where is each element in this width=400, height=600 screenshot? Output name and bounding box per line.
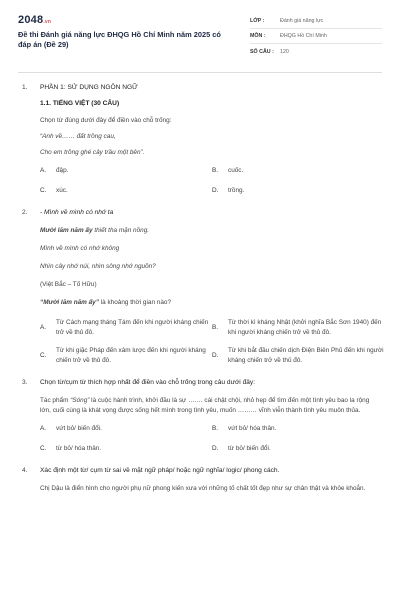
- q1-verse-line: “Anh về…… đất trồng cau,: [40, 133, 116, 140]
- q1-option-c[interactable]: C. xúc.: [40, 187, 68, 194]
- q3-text: Tác phẩm “Sóng” là cuộc hành trình, khởi đầu là sự ……. cái chật chội, nhỏ hẹp để tìm đến một tình yêu bao la rộng lớn, cuối cùng là khát vọng được sống hết mình trong tình yêu, muốn ……… vĩnh viễn thành tình yêu muôn thủa.: [40, 397, 370, 414]
- meta-row-class: [250, 14, 382, 29]
- question-number: 2.: [22, 209, 28, 216]
- q3-option-b[interactable]: B. vứt bỏ/ hóa thân.: [212, 425, 277, 432]
- meta-value: Đánh giá năng lực: [280, 18, 324, 24]
- q2-option-c[interactable]: C. Từ khi giặc Pháp đến xâm lược đến khi người kháng chiến trở về thủ đô.: [40, 347, 206, 364]
- q1-option-b[interactable]: B. cuốc.: [212, 167, 244, 174]
- q2-heading: [22, 208, 380, 218]
- section-title: 1.1. TIẾNG VIỆT (30 CÂU): [40, 100, 120, 107]
- part-number: 1.: [22, 83, 28, 91]
- question-number: 4.: [22, 467, 28, 474]
- document-header: [0, 0, 400, 68]
- q2-verse-line: Nhìn cây nhớ núi, nhìn sông nhớ nguồn?: [40, 263, 156, 270]
- meta-key: LỚP :: [250, 18, 265, 24]
- q2-source: (Việt Bắc – Tố Hữu): [40, 281, 97, 288]
- q1-options-row2: [40, 186, 380, 196]
- part-heading: [22, 80, 380, 94]
- q1-prompt: Chọn từ đúng dưới đây để điền vào chỗ trống:: [40, 117, 172, 124]
- meta-key: MÔN :: [250, 33, 266, 39]
- q3-heading: [22, 378, 380, 388]
- q4-prompt: Xác định một từ/ cụm từ sai về mặt ngữ pháp/ hoặc ngữ nghĩa/ logic/ phong cách.: [40, 467, 280, 474]
- q1-options: [40, 166, 380, 176]
- q4-text: Chị Dậu là điển hình cho người phụ nữ phong kiến xưa với những tố chất tốt đẹp như sự chân thật và khỏe khoắn.: [40, 485, 366, 492]
- q1-verse-line: Cho em trồng ghé cây trầu một bên”.: [40, 149, 145, 156]
- q2-verse-line: Mình về mình có nhớ không: [40, 245, 120, 252]
- meta-key: SỐ CÂU :: [250, 48, 274, 55]
- part-title: PHẦN 1: SỬ DỤNG NGÔN NGỮ: [40, 83, 138, 91]
- header-divider: [18, 72, 382, 73]
- meta-value: ĐHQG Hồ Chí Minh: [280, 33, 327, 39]
- document-title: Đề thi Đánh giá năng lực ĐHQG Hồ Chí Minh năm 2025 có đáp án (Đề 29): [18, 30, 221, 49]
- q1-option-a[interactable]: A. đập.: [40, 167, 69, 174]
- q2-verse-line: - Mình về mình có nhớ ta: [40, 209, 114, 216]
- q2-option-d[interactable]: D. Từ khi bắt đầu chiến dịch Điện Biên Phủ đến khi người kháng chiến trở về thủ đô.: [212, 347, 384, 364]
- meta-row-subject: [250, 29, 382, 44]
- q3-options: [40, 424, 380, 434]
- document-meta: [250, 14, 382, 59]
- logo-main: 2048: [18, 14, 44, 26]
- q1-option-d[interactable]: D. trồng.: [212, 187, 245, 194]
- q2-options-row2: [40, 346, 384, 366]
- q2-ask: “Mười lăm năm ấy” là khoảng thời gian nào?: [40, 299, 171, 306]
- q3-option-d[interactable]: D. từ bỏ/ biến đổi.: [212, 445, 271, 452]
- q2-option-b[interactable]: B. Từ thời kì kháng Nhật (khởi nghĩa Bắc Sơn 1940) đến khi người kháng chiến trở về thủ đô.: [212, 319, 382, 336]
- meta-value: 120: [280, 48, 289, 55]
- meta-row-count: [250, 44, 382, 59]
- question-number: 3.: [22, 379, 28, 386]
- q4-heading: [22, 466, 380, 476]
- q2-option-a[interactable]: A. Từ Cách mạng tháng Tám đến khi người kháng chiến trở về thủ đô.: [40, 319, 209, 336]
- q3-option-c[interactable]: C. từ bỏ/ hóa thân.: [40, 445, 102, 452]
- q2-options: [40, 318, 380, 338]
- q3-options-row2: [40, 444, 380, 454]
- q3-option-a[interactable]: A. vứt bỏ/ biến đổi.: [40, 425, 102, 432]
- logo-suffix: .vn: [43, 19, 52, 25]
- q2-verse-line: Mười lăm năm ấy thiết tha mặn nồng.: [40, 227, 150, 234]
- document-content: [22, 80, 384, 494]
- q3-prompt: Chọn từ/cụm từ thích hợp nhất để điền vào chỗ trống trong câu dưới đây:: [40, 379, 256, 386]
